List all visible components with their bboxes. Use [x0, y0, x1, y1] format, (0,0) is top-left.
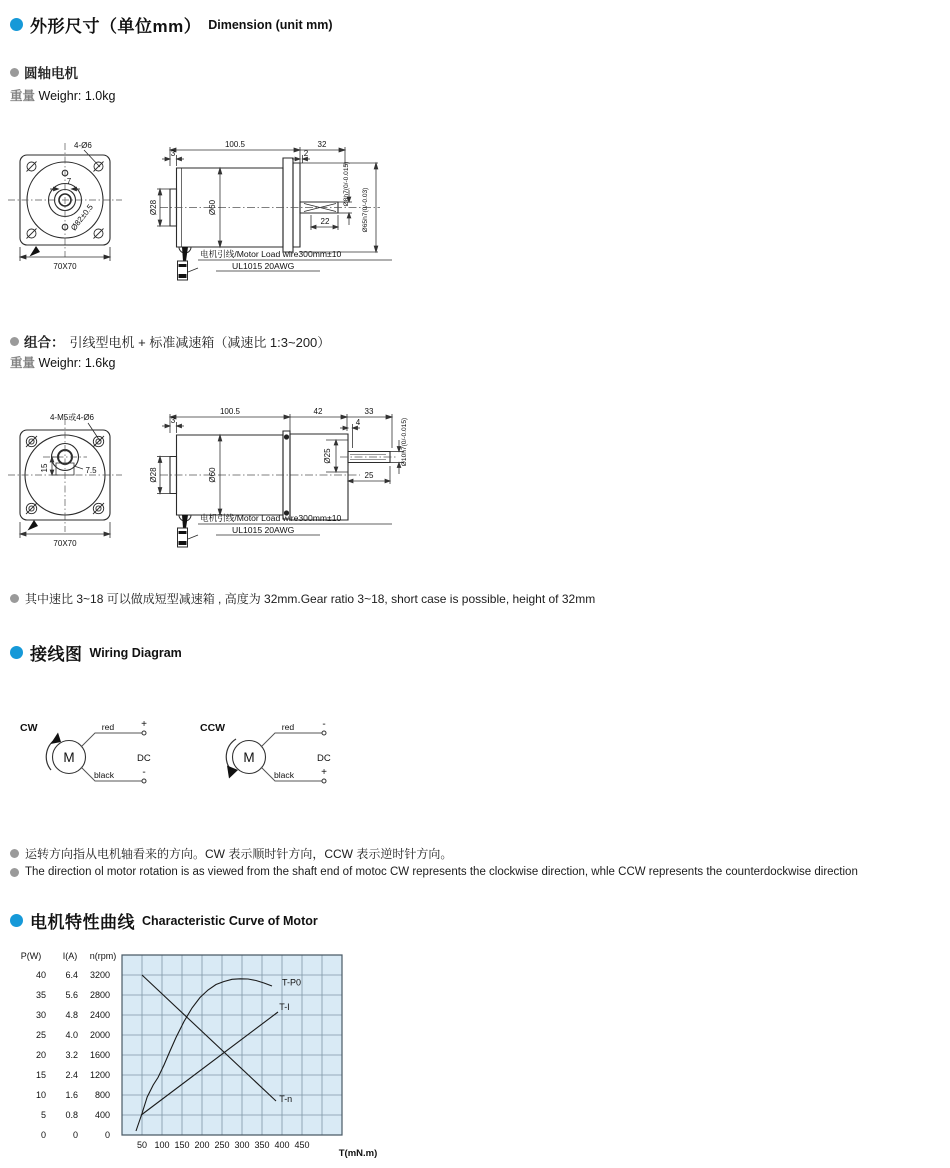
dim-cap: 3	[170, 416, 176, 425]
x-tick-label: 300	[234, 1140, 250, 1150]
y-tick-label: 30	[35, 1010, 46, 1020]
y-tick-label: 4.0	[65, 1030, 78, 1040]
terminal-minus-icon	[322, 731, 326, 735]
dim-33: 33	[364, 407, 374, 416]
y-tick-label: 10	[35, 1090, 46, 1100]
y-tick-label: 400	[94, 1110, 110, 1120]
motor2-weight	[10, 353, 115, 371]
x-tick-label: 350	[254, 1140, 270, 1150]
note-bullet-icon	[10, 868, 19, 877]
motor-front-dims	[53, 141, 95, 271]
dim-15: 15	[40, 463, 49, 473]
wire-label-1: 电机引线/Motor Load wire300mm±10	[200, 249, 342, 259]
wire-exit-arrow-icon	[28, 520, 39, 531]
polarity-top: -	[322, 719, 326, 730]
motor-front-view	[8, 143, 122, 261]
y-axis-header: I(A)	[62, 951, 78, 961]
y-tick-label: 6.4	[65, 970, 78, 980]
weight-label-zh: 重量	[10, 89, 36, 103]
y-tick-label: 2000	[89, 1030, 110, 1040]
rotation-note-en	[10, 866, 858, 878]
terminal-plus-icon	[322, 779, 326, 783]
terminal-minus-icon	[142, 779, 146, 783]
y-tick-label: 1600	[89, 1050, 110, 1060]
note-bullet-icon	[10, 594, 19, 603]
characteristic-curve-chart	[0, 945, 430, 1168]
plot-area	[122, 955, 342, 1135]
cw-arrowhead-icon	[51, 733, 62, 745]
y-tick-label: 5.6	[65, 990, 78, 1000]
y-tick-label: 20	[35, 1050, 46, 1060]
section-dimension-header	[10, 12, 333, 37]
dim-corner-holes: 4-M5或4-Ø6	[49, 413, 95, 422]
wiring-diagram	[0, 700, 400, 800]
section-title-en: Wiring Diagram	[89, 645, 182, 660]
section-title-en: Characteristic Curve of Motor	[142, 913, 318, 928]
dim-shaft-dia: Ø8h7(0/-0.015)	[343, 161, 350, 207]
section-wiring-header	[10, 640, 182, 665]
cw-label: CW	[20, 722, 38, 734]
y-tick-label: 2.4	[65, 1070, 78, 1080]
dc-label: DC	[317, 753, 331, 764]
y-tick-label: 3.2	[65, 1050, 78, 1060]
x-tick-label: 450	[294, 1140, 310, 1150]
wire-red-label: red	[281, 722, 295, 732]
gear-ratio-note	[10, 590, 595, 607]
x-tick-label: 200	[194, 1140, 210, 1150]
dim-4: 4	[355, 418, 361, 427]
y-tick-label: 35	[35, 990, 46, 1000]
x-tick-label: 400	[274, 1140, 290, 1150]
dim-25: 25	[364, 471, 374, 480]
x-tick-label: 150	[174, 1140, 190, 1150]
y-tick-label: 0	[40, 1130, 46, 1140]
y-tick-label: 5	[40, 1110, 46, 1120]
motor2-label-rest: 引线型电机 + 标准减速箱（减速比 1:3~200）	[69, 334, 331, 350]
wiring-ccw	[200, 719, 331, 783]
dim-square-70x70: 70X70	[53, 539, 77, 548]
dim-42: 42	[313, 407, 323, 416]
dim-length: 100.5	[224, 140, 246, 149]
dim-7-5: 7.5	[85, 466, 97, 475]
dim-cap: 3	[170, 149, 176, 158]
wire-label-1: 电机引线/Motor Load wire300mm±10	[200, 513, 342, 523]
combination-label	[10, 331, 330, 351]
y-tick-label: 1.6	[65, 1090, 78, 1100]
section-title-zh: 外形尺寸（单位mm）	[30, 17, 202, 36]
rotation-note-zh	[10, 845, 452, 862]
wire-exit-arrow-icon	[30, 246, 41, 257]
polarity-bottom: +	[321, 767, 327, 778]
section-bullet-icon	[10, 914, 23, 927]
y-tick-label: 0	[72, 1130, 78, 1140]
wire-label-2: UL1015 20AWG	[232, 261, 295, 271]
section-title-zh: 电机特性曲线	[30, 913, 135, 932]
dim-22: 22	[320, 217, 330, 226]
dim-32: 32	[317, 140, 327, 149]
motor-m-label: M	[63, 750, 75, 765]
y-tick-label: 1200	[89, 1070, 110, 1080]
weight-value: Weighr: 1.0kg	[38, 89, 116, 103]
item-bullet-icon	[10, 337, 19, 346]
section-title-en: Dimension (unit mm)	[208, 17, 333, 32]
y-tick-label: 0	[104, 1130, 110, 1140]
rotation-note-en-text: The direction ol motor rotation is as viewed from the shaft end of motoc CW represents the clockwise direction, whle CCW represents the counterdockwise direction	[25, 866, 858, 878]
rotation-note-zh-text: 运转方向指从电机轴看来的方向。CW 表示顺时针方向，CCW 表示逆时针方向。	[25, 847, 453, 861]
section-curve-header	[10, 908, 318, 933]
motor1-label: 圆轴电机	[24, 66, 78, 81]
dim-7: 7	[66, 177, 72, 186]
wire-red-label: red	[101, 722, 115, 732]
y-axis-header: n(rpm)	[89, 951, 117, 961]
gearmotor-front-view	[8, 418, 122, 538]
x-tick-label: 100	[154, 1140, 170, 1150]
series-label-T-P0: T-P0	[282, 977, 302, 988]
dim-dia82: Ø82±0.5	[69, 202, 96, 233]
dim-dia28: Ø28	[149, 199, 158, 216]
y-tick-label: 2400	[89, 1010, 110, 1020]
dim-dia25: Ø25	[323, 448, 332, 464]
gear-ratio-note-text: 其中速比 3~18 可以做成短型减速箱 , 高度为 32mm.Gear ratio 3~18, short case is possible, height of 32mm	[25, 592, 596, 606]
dim-corner-holes: 4-Ø6	[74, 141, 92, 150]
dim-length: 100.5	[219, 407, 241, 416]
x-tick-label: 250	[214, 1140, 230, 1150]
weight-value: Weighr: 1.6kg	[38, 356, 116, 370]
motor-m-label: M	[243, 750, 255, 765]
polarity-top: +	[141, 719, 147, 730]
motor2-label-bold: 组合：	[24, 335, 65, 350]
x-tick-label: 50	[136, 1140, 148, 1150]
dimension-drawing-gearmotor	[0, 390, 480, 570]
ccw-label: CCW	[200, 722, 226, 734]
section-bullet-icon	[10, 646, 23, 659]
item-bullet-icon	[10, 68, 19, 77]
y-tick-label: 800	[94, 1090, 110, 1100]
y-tick-label: 15	[35, 1070, 46, 1080]
motor1-weight	[10, 86, 115, 104]
dim-dia60: Ø60	[208, 467, 217, 483]
wiring-cw	[20, 719, 151, 783]
dim-pilot-dia: Ø65h7(0/-0.03)	[362, 187, 369, 233]
series-label-T-n: T-n	[279, 1094, 293, 1104]
round-shaft-motor-label	[10, 62, 78, 82]
x-axis-title: T(mN.m)	[338, 1148, 378, 1159]
wire-label-2: UL1015 20AWG	[232, 525, 295, 535]
dc-label: DC	[137, 753, 151, 764]
note-bullet-icon	[10, 849, 19, 858]
weight-label-zh: 重量	[10, 356, 36, 370]
y-axis-header: P(W)	[20, 951, 42, 961]
gearmotor-front-dims	[40, 412, 97, 548]
y-tick-label: 2800	[89, 990, 110, 1000]
y-tick-label: 40	[35, 970, 46, 980]
dim-square-70x70: 70X70	[53, 262, 77, 271]
dim-dia60: Ø60	[208, 199, 217, 216]
dim-dia28: Ø28	[149, 467, 158, 483]
wire-black-label: black	[273, 770, 295, 780]
y-tick-label: 3200	[89, 970, 110, 980]
y-tick-label: 4.8	[65, 1010, 78, 1020]
series-label-T-I: T-I	[279, 1002, 290, 1012]
y-tick-label: 0.8	[65, 1110, 78, 1120]
polarity-bottom: -	[142, 767, 146, 778]
dimension-drawing-motor	[0, 120, 480, 295]
section-title-zh: 接线图	[30, 645, 83, 664]
wire-black-label: black	[93, 770, 115, 780]
y-tick-label: 25	[35, 1030, 46, 1040]
terminal-plus-icon	[142, 731, 146, 735]
dim-shaft-dia: Ø10h7(0/-0.015)	[401, 417, 408, 467]
section-bullet-icon	[10, 18, 23, 31]
dim-2: 2	[303, 149, 309, 158]
